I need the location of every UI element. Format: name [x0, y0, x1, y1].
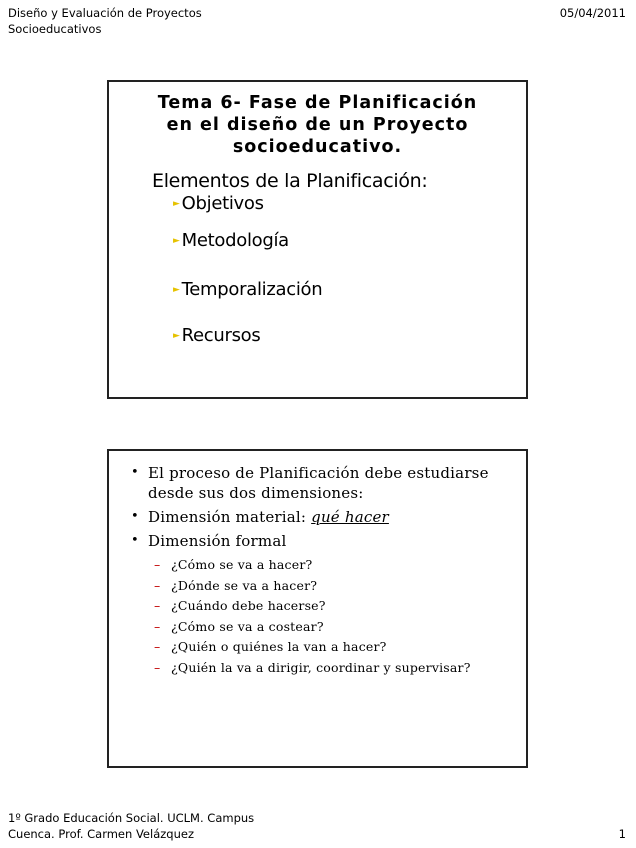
dash-bullet-icon: –	[154, 577, 161, 593]
sub-item	[131, 617, 506, 638]
bullet-2-emphasis: qué hacer	[311, 508, 389, 526]
dash-bullet-icon: –	[154, 639, 161, 654]
bullet-1-line2: desde sus dos dimensiones:	[148, 484, 364, 502]
bullet-3-text: Dimensión formal	[148, 532, 287, 550]
sub-item-text: ¿Cómo se va a hacer?	[171, 557, 313, 572]
arrow-bullet-icon: ►	[173, 285, 180, 295]
list-item-label: Temporalización	[181, 279, 323, 300]
header-title-line2: Socioeducativos	[8, 22, 102, 36]
slide-1-title-line3: socioeducativo.	[232, 137, 403, 157]
header-title-line1: Diseño y Evaluación de Proyectos	[8, 6, 202, 20]
sub-item-text: ¿Dónde se va a hacer?	[171, 577, 318, 593]
bullet-dot-icon: •	[131, 509, 139, 524]
dash-bullet-icon: –	[154, 618, 161, 634]
slide-1-title-line2: en el diseño de un Proyecto	[166, 115, 469, 135]
list-item-label: Metodología	[181, 230, 289, 251]
slide-1	[107, 80, 528, 399]
sub-item	[131, 576, 506, 597]
slide-1-subtitle: Elementos de la Planificación:	[152, 170, 428, 192]
bullet-dot-icon: •	[131, 465, 139, 480]
footer-line2: Cuenca. Prof. Carmen Velázquez	[8, 827, 194, 841]
dash-bullet-icon: –	[154, 659, 161, 675]
header-date: 05/04/2011	[559, 6, 626, 20]
slide-2	[107, 449, 528, 768]
dash-bullet-icon: –	[154, 557, 161, 572]
sub-item	[131, 658, 506, 679]
sub-item-text: ¿Quién la va a dirigir, coordinar y supervisar?	[171, 659, 471, 675]
bullet-item	[131, 507, 506, 527]
list-item	[173, 325, 260, 347]
bullet-dot-icon: •	[131, 533, 139, 548]
arrow-bullet-icon: ►	[173, 199, 180, 209]
sub-item	[131, 555, 506, 576]
list-item-label: Recursos	[181, 325, 261, 346]
bullet-item	[131, 463, 506, 503]
list-item-label: Objetivos	[181, 193, 264, 214]
arrow-bullet-icon: ►	[173, 236, 180, 246]
sub-item	[131, 637, 506, 658]
bullet-item	[131, 531, 506, 551]
sub-item-text: ¿Cuándo debe hacerse?	[171, 598, 326, 613]
document-header	[8, 5, 308, 37]
sub-item-text: ¿Cómo se va a costear?	[171, 618, 324, 634]
bullet-1-line1: El proceso de Planificación debe estudiarse	[148, 464, 489, 482]
arrow-bullet-icon: ►	[173, 331, 180, 341]
slide-1-title-line1: Tema 6- Fase de Planificación	[157, 93, 478, 113]
footer-line1: 1º Grado Educación Social. UCLM. Campus	[8, 811, 255, 825]
sub-item-text: ¿Quién o quiénes la van a hacer?	[171, 639, 387, 654]
dash-bullet-icon: –	[154, 598, 161, 613]
document-footer	[8, 810, 308, 842]
bullet-2-prefix: Dimensión material:	[148, 508, 312, 526]
list-item	[173, 279, 322, 301]
slide-2-content	[131, 463, 506, 678]
list-item	[173, 230, 289, 252]
page-number: 1	[618, 827, 626, 841]
sub-item	[131, 596, 506, 617]
slide-1-title	[149, 92, 486, 158]
list-item	[173, 193, 264, 215]
